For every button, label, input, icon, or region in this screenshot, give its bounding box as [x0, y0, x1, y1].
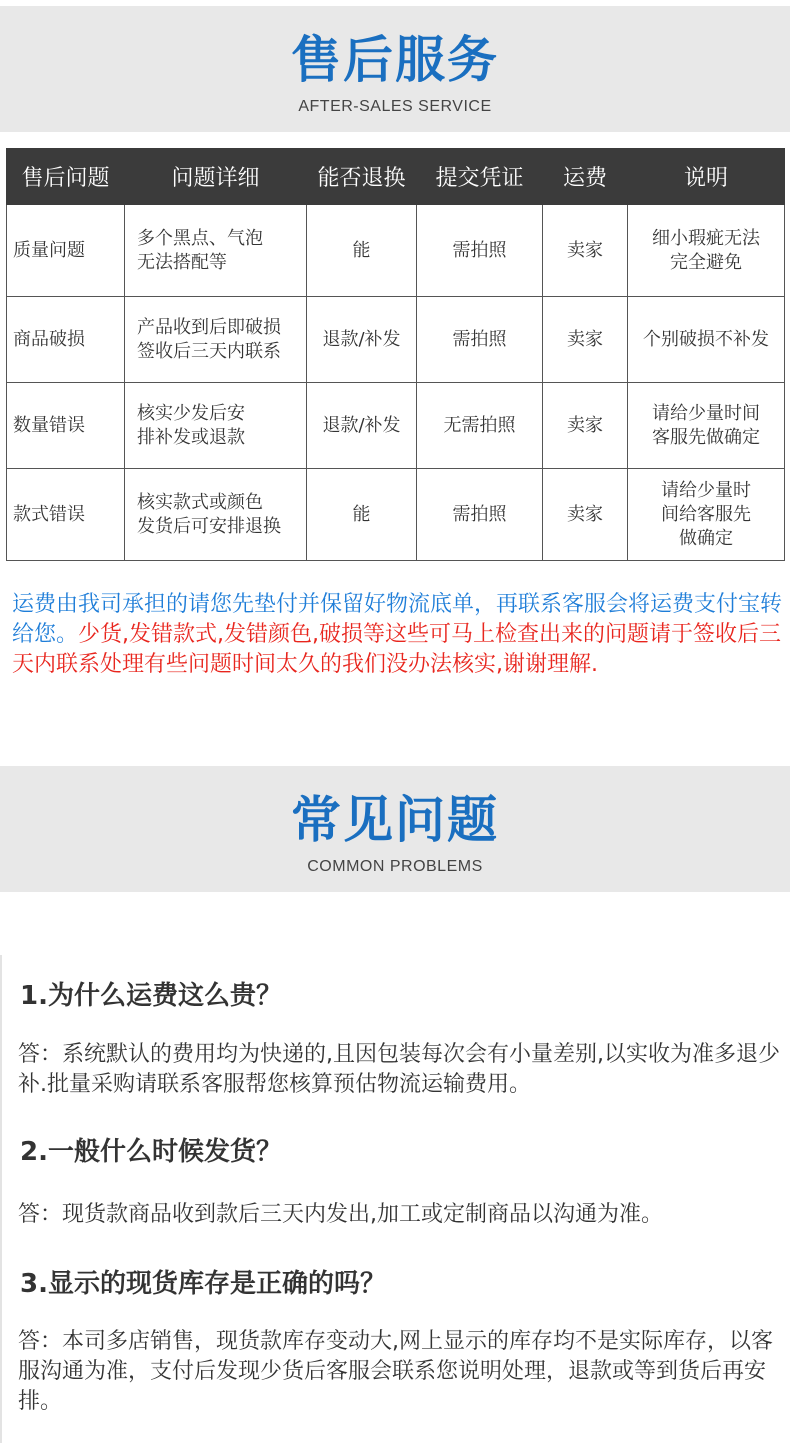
faq-banner	[0, 766, 790, 892]
cell-detail: 核实款式或颜色 发货后可安排退换	[125, 469, 307, 561]
faq-question-3: 3.显示的现货库存是正确的吗？	[20, 1269, 386, 1299]
cell-issue: 质量问题	[7, 205, 125, 297]
faq-answer-1: 答：系统默认的费用均为快递的,且因包装每次会有小量差别,以实收为准多退少补.批量采购请联系客服帮您核算预估物流运输费用。	[18, 1042, 780, 1097]
cell-returnable: 退款/补发	[307, 383, 417, 469]
notice-red-text: 少货,发错款式,发错颜色,破损等这些可马上检查出来的问题请于签收后三天内联系处理有些问题时间太久的我们没办法核实,谢谢理解.	[12, 622, 781, 677]
cell-shipping: 卖家	[543, 383, 628, 469]
shipping-notice	[12, 590, 784, 680]
cell-returnable: 退款/补发	[307, 297, 417, 383]
cell-shipping: 卖家	[543, 469, 628, 561]
faq-question-2: 2.一般什么时候发货？	[20, 1137, 282, 1167]
after-sales-table	[6, 148, 785, 561]
faq-answer-2: 答：现货款商品收到款后三天内发出,加工或定制商品以沟通为准。	[18, 1202, 663, 1227]
cell-note: 请给少量时 间给客服先 做确定	[628, 469, 785, 561]
table-header-row	[7, 149, 785, 205]
notice-blue-text: 运费由我司承担的请您先垫付并保留好物流底单，再联系客服会将运费支付宝转给您。	[12, 592, 783, 647]
table-row	[7, 383, 785, 469]
cell-proof: 需拍照	[417, 205, 543, 297]
cell-note: 个别破损不补发	[628, 297, 785, 383]
cell-shipping: 卖家	[543, 297, 628, 383]
cell-issue: 数量错误	[7, 383, 125, 469]
after-sales-banner	[0, 6, 790, 132]
header-detail: 问题详细	[125, 149, 307, 205]
table-row	[7, 469, 785, 561]
cell-detail: 产品收到后即破损 签收后三天内联系	[125, 297, 307, 383]
cell-returnable: 能	[307, 205, 417, 297]
cell-note: 请给少量时间 客服先做确定	[628, 383, 785, 469]
cell-issue: 款式错误	[7, 469, 125, 561]
header-returnable: 能否退换	[307, 149, 417, 205]
cell-proof: 需拍照	[417, 469, 543, 561]
header-proof: 提交凭证	[417, 149, 543, 205]
header-shipping: 运费	[543, 149, 628, 205]
cell-detail: 多个黑点、气泡 无法搭配等	[125, 205, 307, 297]
cell-detail: 核实少发后安 排补发或退款	[125, 383, 307, 469]
faq-question-1: 1.为什么运费这么贵？	[20, 981, 282, 1011]
cell-note: 细小瑕疵无法 完全避免	[628, 205, 785, 297]
cell-proof: 需拍照	[417, 297, 543, 383]
faq-answer-3: 答：本司多店销售，现货款库存变动大,网上显示的库存均不是实际库存，以客服沟通为准，支付后发现少货后客服会联系您说明处理，退款或等到货后再安排。	[18, 1329, 773, 1414]
faq-title: 常见问题	[291, 791, 499, 849]
after-sales-subtitle: AFTER-SALES SERVICE	[298, 98, 492, 115]
after-sales-title: 售后服务	[291, 31, 499, 89]
table-row	[7, 205, 785, 297]
header-issue: 售后问题	[7, 149, 125, 205]
faq-subtitle: COMMON PROBLEMS	[307, 858, 483, 875]
faq-list	[0, 955, 790, 1443]
cell-proof: 无需拍照	[417, 383, 543, 469]
table-row	[7, 297, 785, 383]
cell-returnable: 能	[307, 469, 417, 561]
header-note: 说明	[628, 149, 785, 205]
cell-issue: 商品破损	[7, 297, 125, 383]
cell-shipping: 卖家	[543, 205, 628, 297]
